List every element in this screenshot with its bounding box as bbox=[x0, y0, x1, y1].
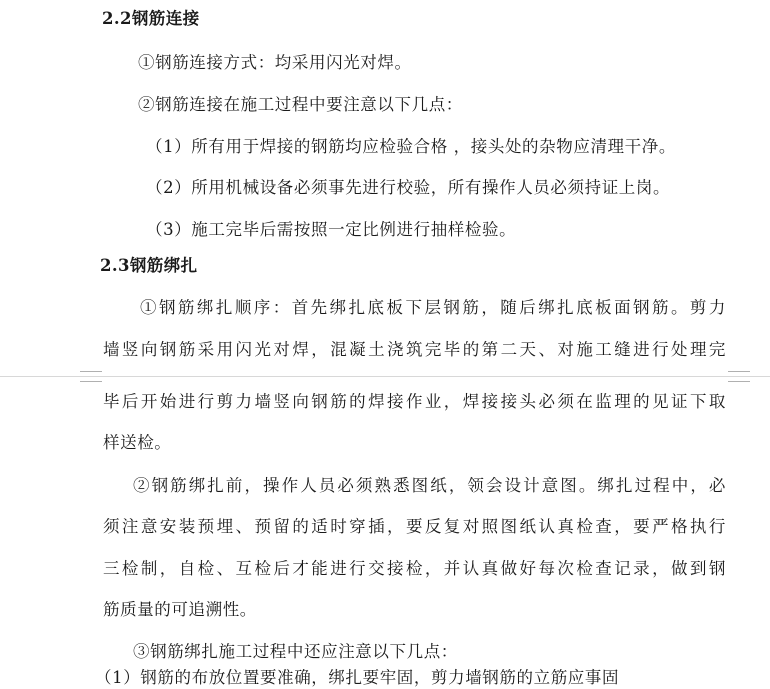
section-heading-2-3: 2.3钢筋绑扎 bbox=[100, 256, 198, 275]
list-item-2: （2）所用机械设备必须事先进行校验，所有操作人员必须持证上岗。 bbox=[146, 178, 671, 197]
paragraph-binding-order-line4: 样送检。 bbox=[103, 433, 172, 452]
paragraph-binding-order-line2: 墙竖向钢筋采用闪光对焊，混凝土浇筑完毕的第二天、对施工缝进行处理完 bbox=[103, 340, 726, 359]
list-item-3: （3）施工完毕后需按照一定比例进行抽样检验。 bbox=[146, 220, 517, 239]
cut-off-list-item-text: （1）钢筋的布放位置要准确，绑扎要牢固，剪力墙钢筋的立筋应事固 bbox=[95, 668, 620, 687]
paragraph-binding-notes: ③钢筋绑扎施工过程中还应注意以下几点： bbox=[133, 642, 458, 661]
paragraph-binding-order-line1: ①钢筋绑扎顺序：首先绑扎底板下层钢筋，随后绑扎底板面钢筋。剪力 bbox=[140, 298, 726, 317]
cut-off-list-item bbox=[95, 668, 715, 687]
section-heading-2-2: 2.2钢筋连接 bbox=[102, 9, 200, 28]
paragraph-before-binding-line1: ②钢筋绑扎前，操作人员必须熟悉图纸，领会设计意图。绑扎过程中，必 bbox=[133, 476, 726, 495]
paragraph-before-binding-line4: 筋质量的可追溯性。 bbox=[103, 600, 257, 619]
page-corner-mark-right bbox=[728, 371, 750, 382]
page-break-divider bbox=[0, 376, 770, 377]
list-item-1: （1）所有用于焊接的钢筋均应检验合格 ，接头处的杂物应清理干净。 bbox=[146, 137, 676, 156]
paragraph-before-binding-line2: 须注意安装预埋、预留的适时穿插，要反复对照图纸认真检查，要严格执行 bbox=[103, 517, 726, 536]
page-corner-mark-left bbox=[80, 371, 102, 382]
paragraph-connection-notes: ②钢筋连接在施工过程中要注意以下几点： bbox=[138, 95, 463, 114]
paragraph-before-binding-line3: 三检制，自检、互检后才能进行交接检，并认真做好每次检查记录，做到钢 bbox=[103, 559, 726, 578]
paragraph-connection-method: ①钢筋连接方式：均采用闪光对焊。 bbox=[138, 53, 412, 72]
paragraph-binding-order-line3: 毕后开始进行剪力墙竖向钢筋的焊接作业，焊接接头必须在监理的见证下取 bbox=[103, 392, 726, 411]
